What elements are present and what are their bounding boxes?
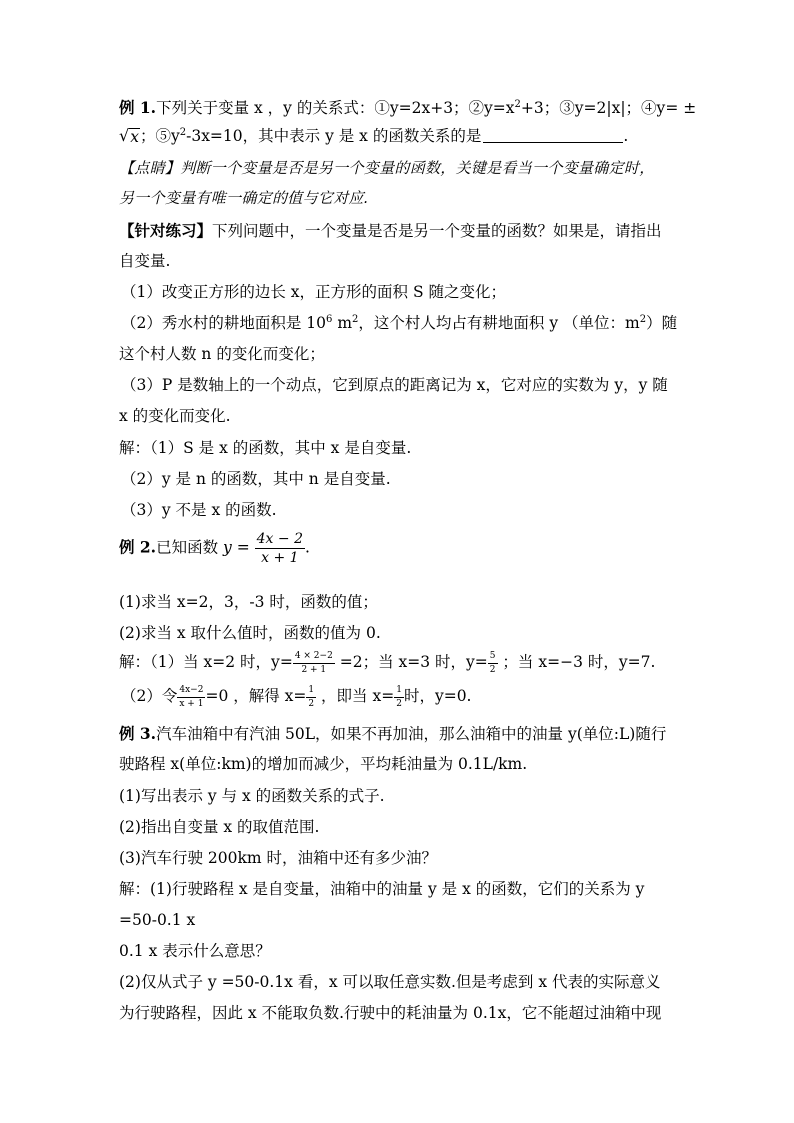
superscript: 2	[514, 99, 521, 110]
example-1-text: +3；③y=2|x|；④y= ±	[520, 99, 697, 117]
hint-line-1: 【点睛】判断一个变量是否是另一个变量的函数，关键是看当一个变量确定时，	[119, 159, 655, 177]
practice-question-1: （1）改变正方形的边长 x，正方形的面积 S 随之变化；	[121, 283, 507, 301]
example-1-label: 例 1.	[119, 98, 157, 117]
example-1-line-1	[119, 97, 696, 119]
function-fraction: $\frac{4x - 2}{x + 1}$	[256, 531, 303, 566]
fraction: $\frac{5}{2}$	[489, 650, 496, 675]
example-3-line-2: 驶路程 x(单位:km)的增加而减少，平均耗油量为 0.1L/km.	[119, 755, 528, 773]
practice-line-1: 【针对练习】下列问题中，一个变量是否是另一个变量的函数？如果是，请指出	[119, 221, 662, 240]
example-3-solution-1: 解：(1)行驶路程 x 是自变量，油箱中的油量 y 是 x 的函数，它们的关系为 y	[119, 880, 645, 898]
fraction: $\frac{1}{2}$	[308, 684, 315, 709]
practice-solution-3: （3）y 不是 x 的函数.	[121, 501, 277, 519]
practice-label: 【针对练习】	[119, 221, 213, 240]
example-2-solution-2: （2）令 $\frac{4x-2}{x + 1}$ =0 ，解得 x= $\frac{1}{2}$ ，即当 x= $\frac{1}{2}$ 时，y=0.	[121, 684, 472, 709]
fraction: $\frac{4x-2}{x + 1}$	[179, 684, 204, 709]
practice-question-2: （2）秀水村的耕地面积是 $10^6$ $m^2$，这个村人均占有耕地面积 y （单位：$m^2$）随	[121, 314, 678, 332]
example-2-solution-1: 解：（1）当 x=2 时，y= $\frac{4 \times 2-2}{2 + 1}$ =2；当 x=3 时，y= $\frac{5}{2}$ ；当 x=−3 时，y=7.	[119, 650, 656, 675]
example-3-solution-2: (2)仅从式子 y =50-0.1x 看，x 可以取任意实数.但是考虑到 x 代表的实际意义	[119, 973, 661, 991]
example-3-question-1: (1)写出表示 y 与 x 的函数关系的式子.	[119, 787, 385, 805]
sqrt-expression: √ x	[119, 126, 139, 146]
practice-question-3-cont: x 的变化而变化.	[119, 407, 231, 425]
hint-line-2: 另一个变量有唯一确定的值与它对应.	[119, 189, 369, 207]
example-2-question-1: (1)求当 x=2，3，-3 时，函数的值；	[119, 593, 378, 611]
example-3-solution-2-cont: 为行驶路程，因此 x 不能取负数.行驶中的耗油量为 0.1x，它不能超过油箱中现	[119, 1004, 662, 1022]
example-2-question-2: (2)求当 x 取什么值时，函数的值为 0.	[119, 624, 381, 642]
practice-solution-2: （2）y 是 n 的函数，其中 n 是自变量.	[121, 470, 391, 488]
fraction: $\frac{1}{2}$	[396, 684, 402, 709]
practice-line-2: 自变量.	[119, 252, 171, 270]
answer-blank	[483, 128, 623, 143]
example-3-question-2: (2)指出自变量 x 的取值范围.	[119, 818, 320, 836]
example-3-solution-1-cont: =50-0.1 x	[119, 911, 196, 929]
example-1-line-2: √ x ；$⑤y^2-3x=10$，其中表示 y 是 x 的函数关系的是 .	[119, 126, 629, 146]
practice-question-2-cont: 这个村人数 n 的变化而变化；	[119, 345, 325, 363]
function-lhs: y =	[223, 538, 250, 557]
example-3-question-3: (3)汽车行驶 200km 时，油箱中还有多少油？	[119, 849, 437, 867]
example-2-label: 例 2.	[119, 537, 157, 557]
practice-solution-1: 解：（1）S 是 x 的函数，其中 x 是自变量.	[119, 439, 412, 457]
example-3-label: 例 3.	[119, 724, 157, 743]
example-2-line-1: 例 2.已知函数 y = $\frac{4x - 2}{x + 1}$ .	[119, 531, 310, 566]
fraction: $\frac{4 \times 2-2}{2 + 1}$	[294, 650, 333, 675]
example-3-line-1: 例 3.汽车油箱中有汽油 50L，如果不再加油，那么油箱中的油量 y(单位:L)随行	[119, 724, 667, 743]
example-1-text: 下列关于变量 x ，y 的关系式：①y=2x+3；②y=x	[156, 99, 515, 117]
practice-question-3: （3）P 是数轴上的一个动点，它到原点的距离记为 x，它对应的实数为 y，y 随	[121, 376, 668, 394]
example-3-note: 0.1 x 表示什么意思？	[119, 942, 271, 960]
